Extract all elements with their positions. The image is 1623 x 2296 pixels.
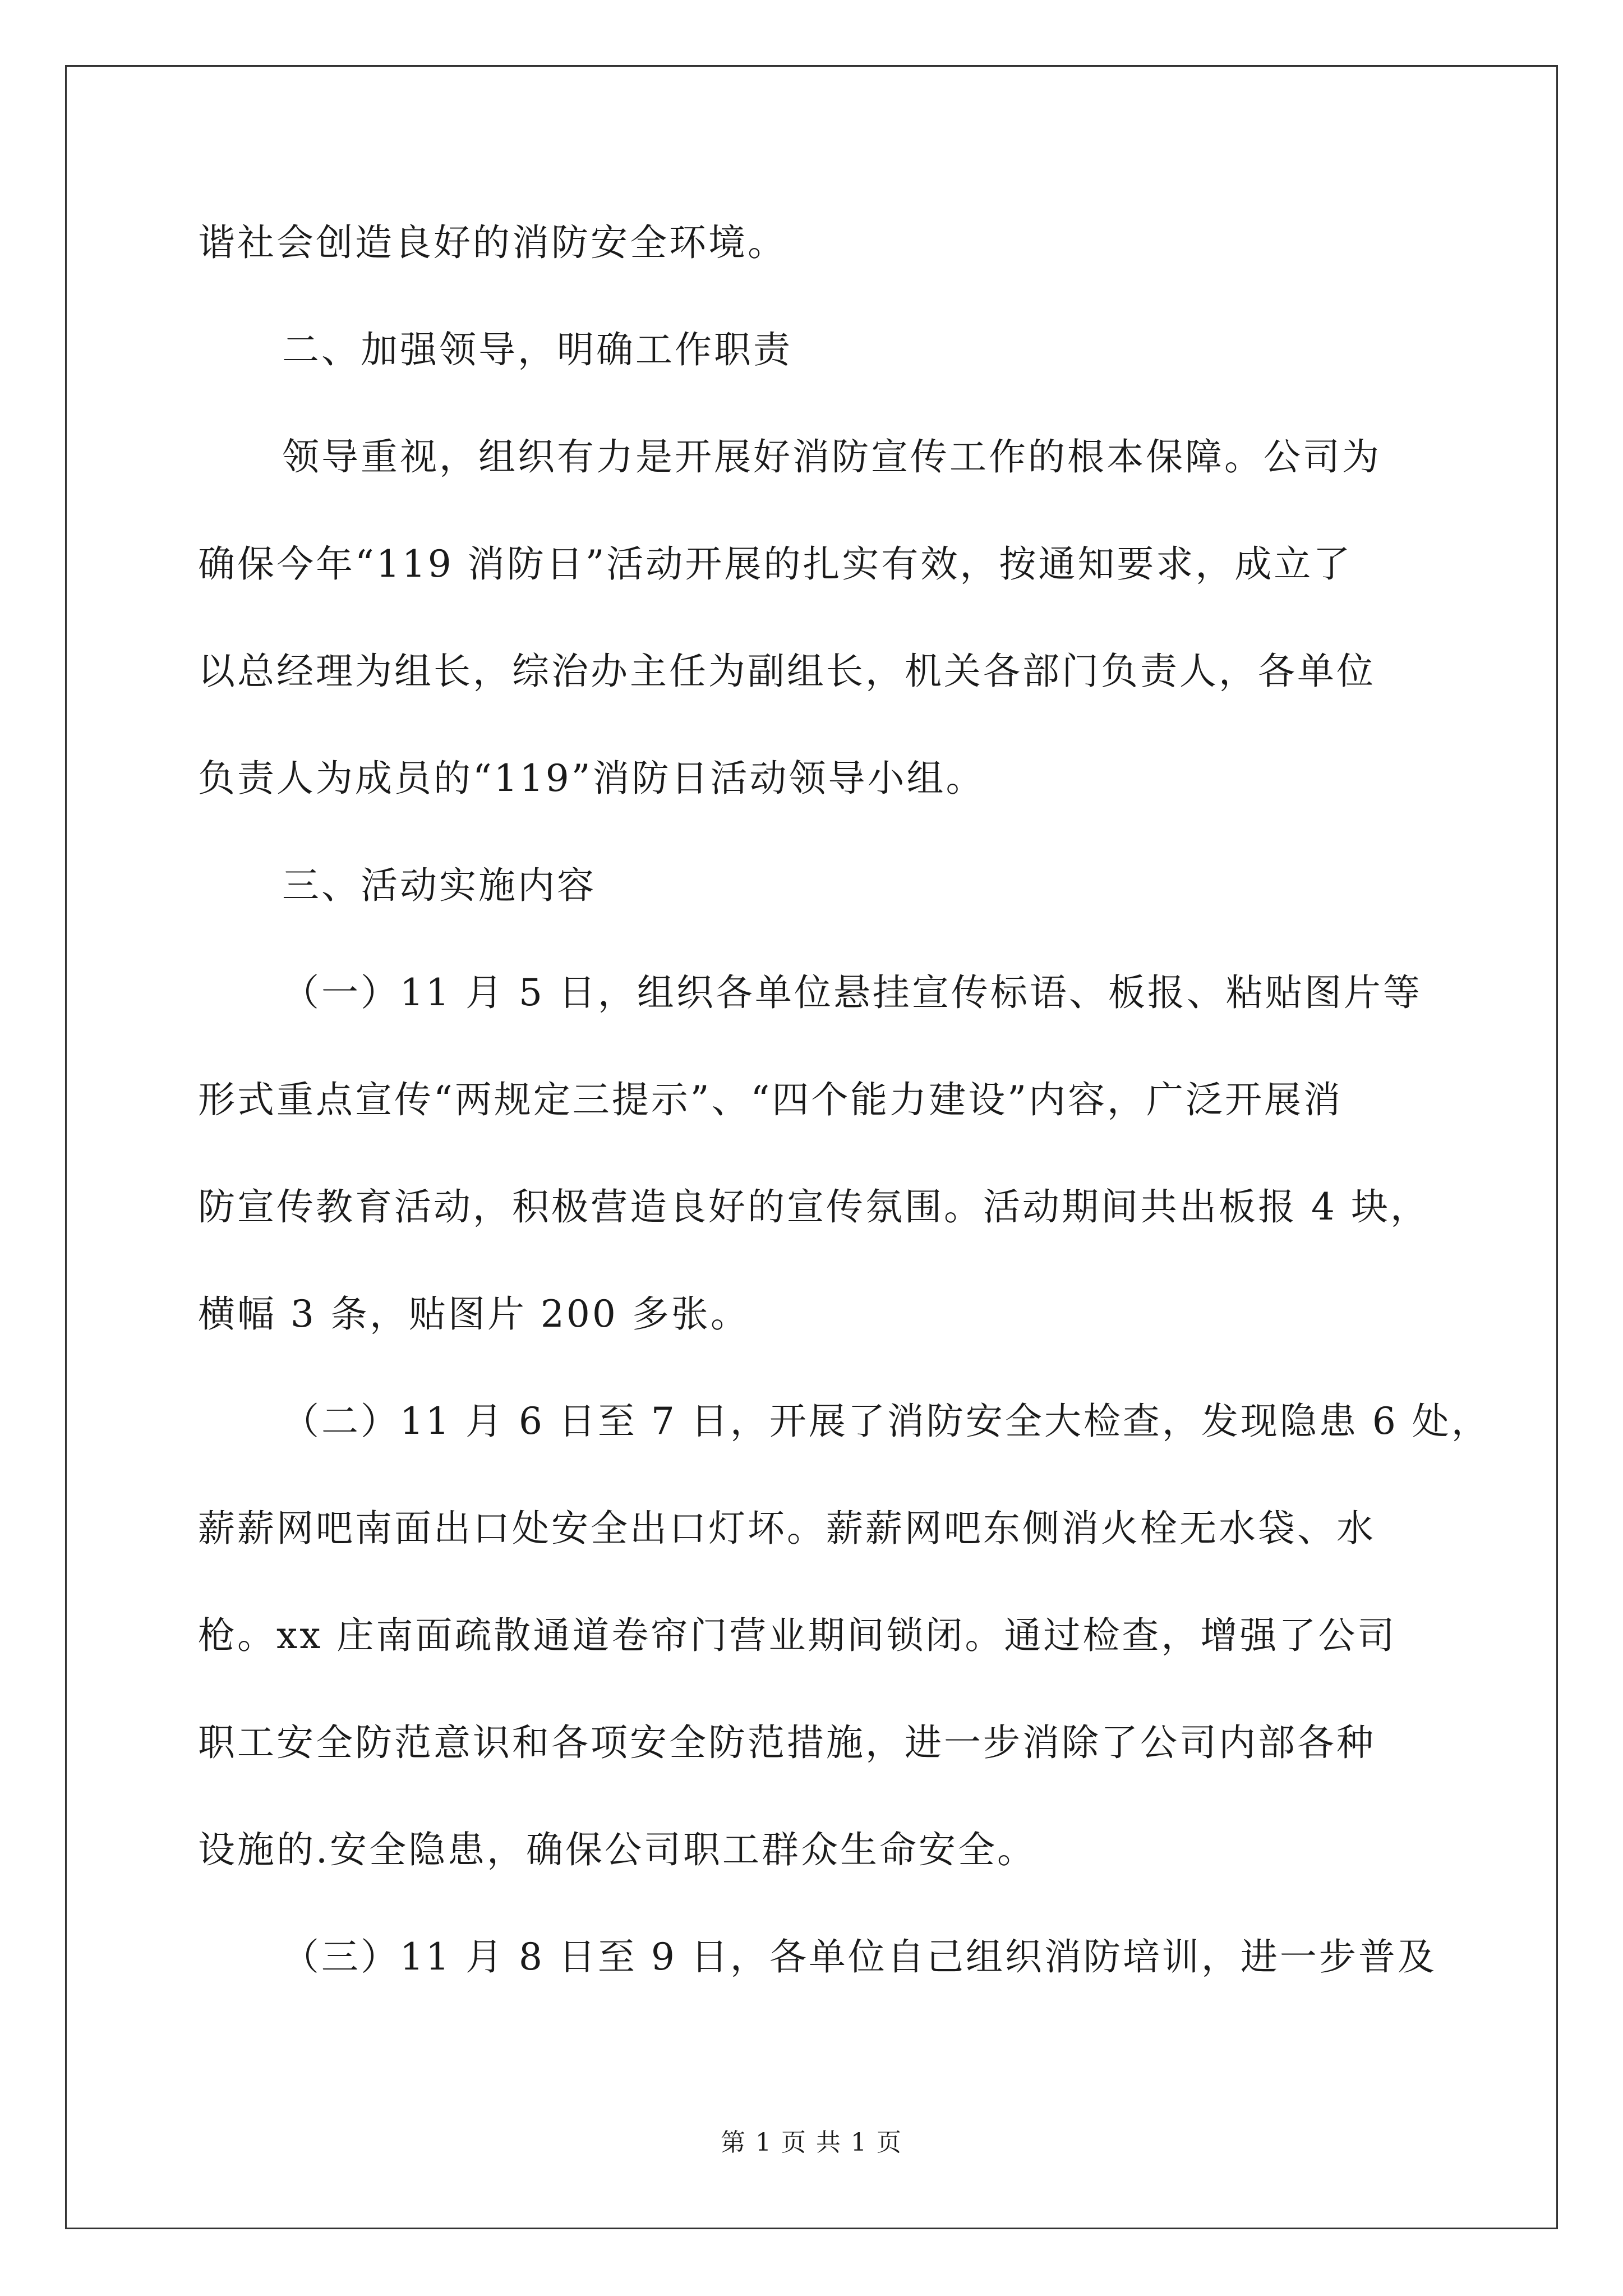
text-line: （一）11 月 5 日，组织各单位悬挂宣传标语、板报、粘贴图片等: [282, 971, 1422, 1014]
text-line: 领导重视，组织有力是开展好消防宣传工作的根本保障。公司为: [282, 435, 1381, 478]
text-line: 形式重点宣传“两规定三提示”、“四个能力建设”内容，广泛开展消: [198, 1078, 1343, 1121]
page-border: [65, 65, 1558, 2229]
page-number-footer: 第 1 页 共 1 页: [721, 2128, 902, 2157]
text-line: （三）11 月 8 日至 9 日，各单位自己组织消防培训，进一步普及: [282, 1935, 1437, 1978]
text-line: 以总经理为组长，综治办主任为副组长，机关各部门负责人，各单位: [198, 650, 1376, 693]
text-line: （二）11 月 6 日至 7 日，开展了消防安全大检查，发现隐患 6 处，: [282, 1400, 1491, 1443]
text-line: 横幅 3 条，贴图片 200 多张。: [198, 1292, 750, 1336]
text-line: 薪薪网吧南面出口处安全出口灯坏。薪薪网吧东侧消火栓无水袋、水: [198, 1507, 1376, 1550]
section-heading: 三、活动实施内容: [282, 864, 596, 907]
text-line: 枪。xx 庄南面疏散通道卷帘门营业期间锁闭。通过检查，增强了公司: [198, 1614, 1397, 1657]
text-line: 设施的.安全隐患，确保公司职工群众生命安全。: [198, 1828, 1036, 1871]
section-heading: 二、加强领导，明确工作职责: [282, 328, 792, 371]
text-line: 职工安全防范意识和各项安全防范措施，进一步消除了公司内部各种: [198, 1721, 1376, 1764]
text-line: 谐社会创造良好的消防安全环境。: [198, 221, 787, 264]
text-line: 防宣传教育活动，积极营造良好的宣传氛围。活动期间共出板报 4 块，: [198, 1185, 1430, 1228]
text-line: 确保今年“119 消防日”活动开展的扎实有效，按通知要求，成立了: [198, 542, 1353, 586]
text-line: 负责人为成员的“119”消防日活动领导小组。: [198, 757, 985, 800]
